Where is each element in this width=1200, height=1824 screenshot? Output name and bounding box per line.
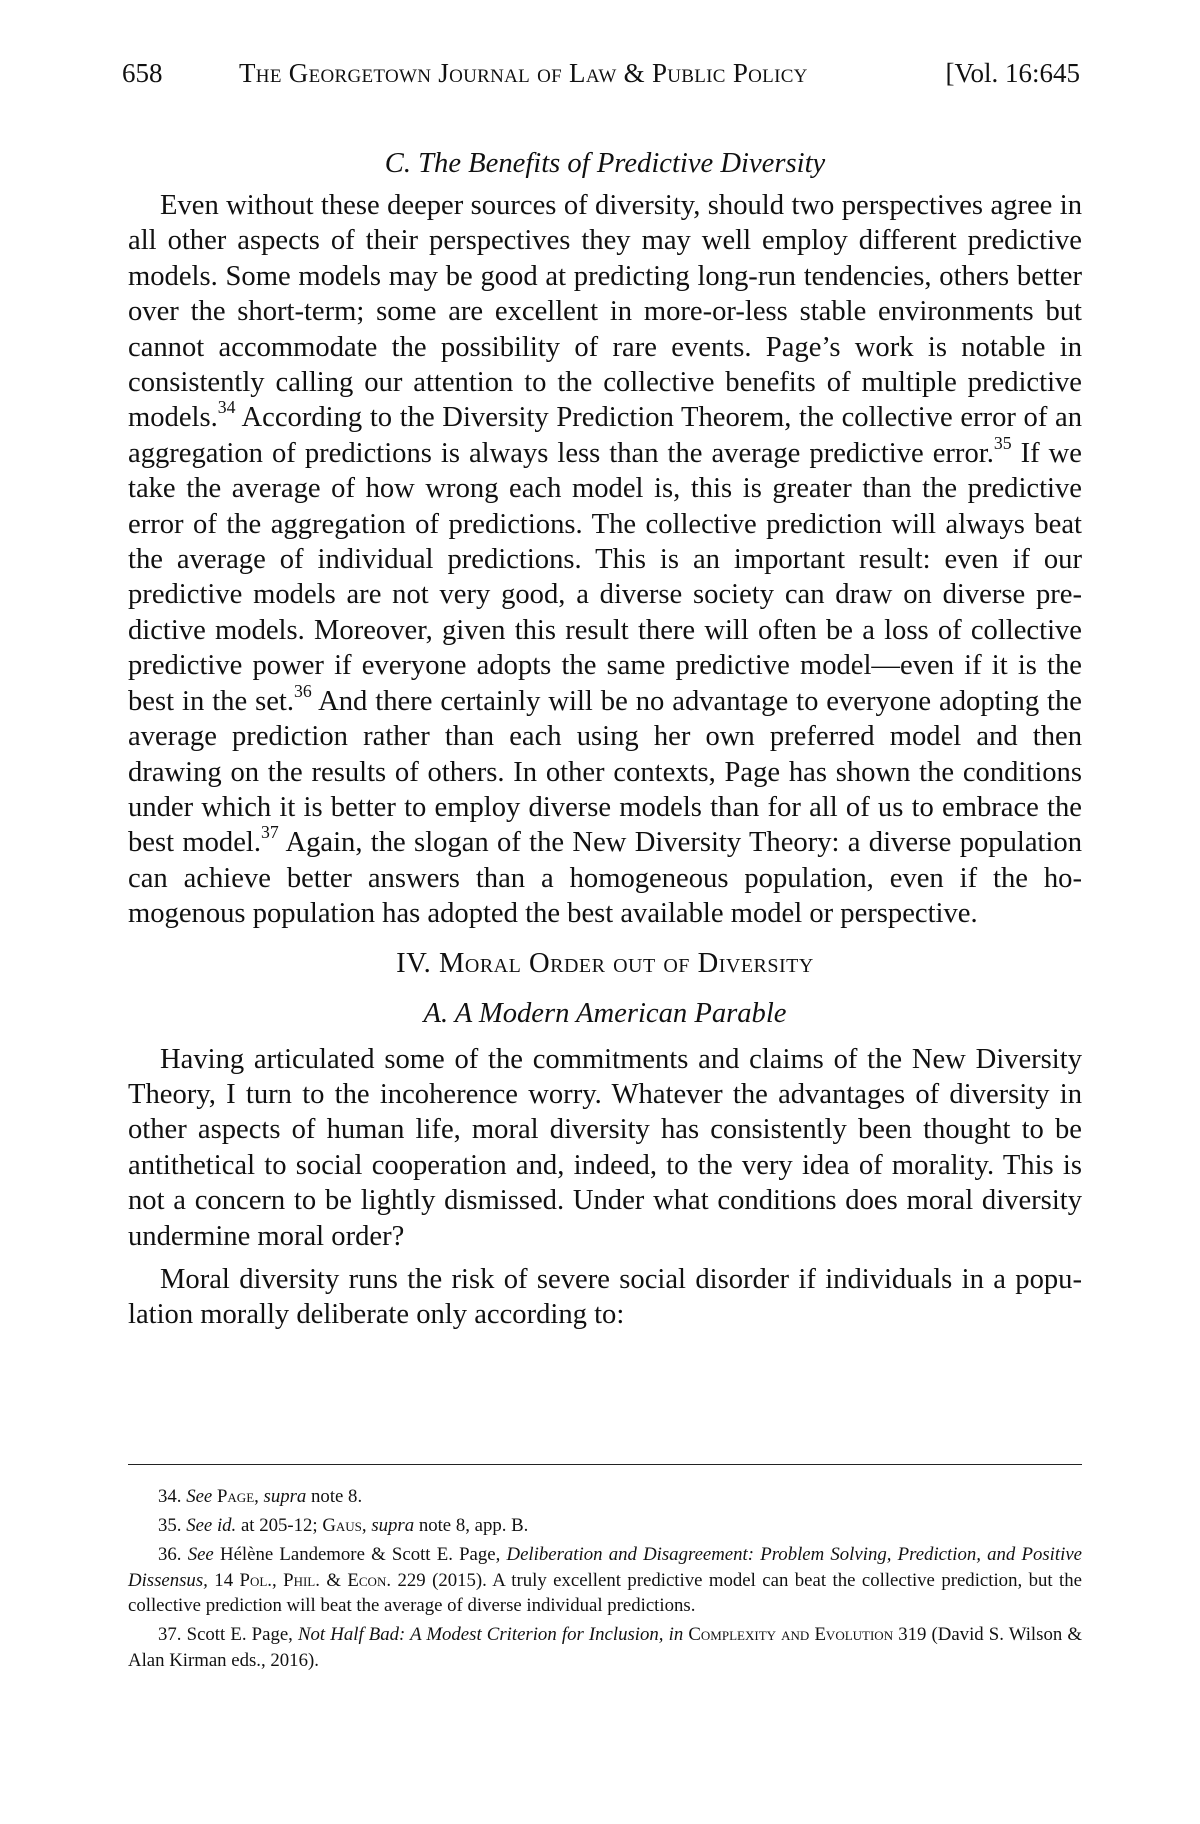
authors: Hélène Landemore & Scott E. Page, xyxy=(220,1544,501,1566)
footnote-36 xyxy=(128,1542,1082,1619)
section-c-heading: C. The Benefits of Predictive Diversity xyxy=(384,148,826,179)
page-number: 658 xyxy=(122,58,163,88)
author: Gaus, xyxy=(322,1515,367,1537)
journal-title: The Georgetown Journal of Law & Public Policy xyxy=(239,58,808,88)
journal-cite: 14 Pol., Phil. & Econ. 229 (2015). xyxy=(214,1569,487,1591)
volume-citation: [Vol. 16:645 xyxy=(945,58,1080,88)
section-iv-heading: IV. Moral Order out of Diversity xyxy=(396,947,814,979)
author: Scott E. Page, xyxy=(186,1624,293,1646)
footnote-ref-36[interactable]: 36 xyxy=(294,680,312,701)
signal: See id. xyxy=(186,1515,237,1537)
footnote-text: A truly excellent predictive model can beat the collective prediction, but the collective prediction will beat the average of diverse individual predictions. xyxy=(128,1569,1082,1617)
citation-rest: note 8, app. B. xyxy=(418,1515,529,1537)
footnote-ref-37[interactable]: 37 xyxy=(261,822,279,843)
chapter-title: Not Half Bad: A Modest Criterion for Inclusion, xyxy=(298,1624,664,1646)
text-run: According to the Diversity Prediction Theorem, the collective error of an aggregation of predictions is always less than the average predictive error. xyxy=(128,402,1082,469)
footnotes xyxy=(128,1484,1082,1674)
main-text xyxy=(128,146,1082,1333)
citation-rest: 319 (David S. Wilson & Alan Kirman eds., 2016). xyxy=(128,1624,1082,1672)
citation-rest: at 205-12; xyxy=(240,1515,318,1537)
footnote-ref-34[interactable]: 34 xyxy=(217,397,236,418)
paragraph-predictive-diversity xyxy=(128,188,1082,932)
book-title: Complexity and Evolution xyxy=(688,1624,894,1646)
text-run: Even without these deeper sources of diversity, should two perspectives agree in all other aspects of their perspectives they may well employ different predictive models. Some models may be good at predicting long-run tendencies, others better over the short-term; some are excellent in more-or-less stable environments but cannot accommodate the possibility of rare events. Page’s work is notable in consistently calling our attention to the collective benefits of multiple predictive models. xyxy=(128,190,1082,434)
footnote-number: 34. xyxy=(158,1486,182,1507)
footnote-number: 35. xyxy=(158,1515,182,1537)
supra: supra xyxy=(371,1515,415,1537)
in-signal: in xyxy=(668,1624,684,1646)
footnote-37 xyxy=(128,1622,1082,1673)
footnote-ref-35[interactable]: 35 xyxy=(993,432,1012,453)
text-run: And there certainly will be no advantage to everyone adopting the average prediction rather than each using her own preferred model and then drawing on the results of others. In other contexts, Page has shown the conditions under which it is better to employ diverse models than for all of us to embrace the best model. xyxy=(128,685,1082,859)
author: Page, xyxy=(216,1486,259,1507)
paragraph-incoherence-worry: Having articulated some of the commitments and claims of the New Diversity Theory, I turn to the incoherence worry. Whatever the advantages of diversity in other aspects of human life, moral diversity has consistently been thought to be antithetical to social cooperation and, indeed, to the very idea of morality. This is not a concern to be lightly dismissed. Under what conditions does moral diversity undermine moral order? xyxy=(128,1043,1082,1252)
paragraph-moral-diversity-risk: Moral diversity runs the risk of severe social disorder if individuals in a population morally deliberate only according to: xyxy=(128,1263,1082,1331)
footnote-35 xyxy=(128,1513,1082,1539)
section-iv-a-heading: A. A Modern American Parable xyxy=(423,997,787,1029)
supra: supra xyxy=(263,1486,307,1507)
text-run: If we take the average of how wrong each model is, this is greater than the predictive error of the aggregation of predictions. The collective prediction will always beat the average of individual predictions. This is an important result: even if our predictive models are not very good, a diverse society can draw on diverse predictive models. Moreover, given this result there will often be a loss of collective predictive power if everyone adopts the same predictive model—even if it is the best in the set. xyxy=(128,437,1082,717)
text-run: Again, the slogan of the New Diversity Theory: a diverse population can achieve better answers than a homogeneous population, even if the homogenous population has adopted the best available model or perspective. xyxy=(128,827,1082,930)
footnote-34 xyxy=(128,1484,1082,1510)
article-title: Deliberation and Disagreement: Problem Solving, Prediction, and Positive Dissensus, xyxy=(128,1544,1082,1591)
footnote-number: 37. xyxy=(158,1624,182,1646)
signal: See xyxy=(187,1544,214,1566)
footnote-divider xyxy=(128,1464,1082,1465)
citation-rest: note 8. xyxy=(311,1486,363,1507)
footnote-number: 36. xyxy=(158,1544,182,1566)
signal: See xyxy=(186,1486,213,1507)
